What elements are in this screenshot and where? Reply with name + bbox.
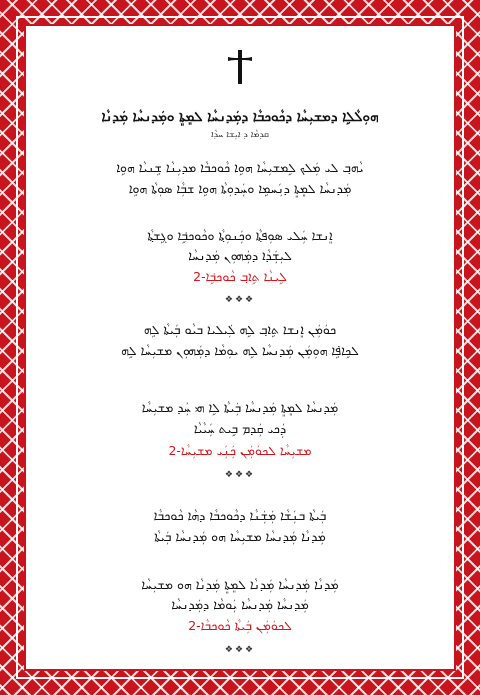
page-title: ܗܘܼܠܵܠܹܐ ܕܡܫܝܼܚܵܐ ܕܟܵܘܟܒܵܐ ܕܡܲܕܢܚܵܐ ܠܡܸܬܸܐ ܘܡܲܕܢܚܵܐ ܡܲܕܢܵܐ	[101, 109, 379, 125]
stanza-4-line-1: ܡܲܕܢܚܵܐ ܠܡܸܬܸܐ ܡܲܕܢܚܵܐ ܒܲܝܬܵܐ ܠܹܐ ܗܝ ܚܲܕ ܡܫܝܼܚܵܐ	[141, 400, 339, 415]
stanza-5-line-1: ܒܲܝܬܵܐ ܒܢܲܫܵܐ ܡܲܫܲܢܵܐ ܕܟܵܘܟܒܵܐ ܕܗܵܐ ܟܵܘܟܒܵܐ	[153, 508, 327, 523]
stanza-1-line-1: ܝܵܗܒ݂ ܠܝ ܡܲܠܟ ܠܹܡܫܝܼܚܵܐ ܗܘܹܐ ܟܵܘܟܒܵܐ ܡܕܝܼܢܵܐ ܫܹܢܝܵܐ ܗܘܹܐ	[116, 160, 364, 175]
stanza-5-line-2: ܡܲܕܢܵܐ ܡܲܕܢܚܵܐ ܡܫܝܼܚܵܐ ܗܘ ܡܲܕܢܚܵܐ ܒܲܝܬܵܐ	[154, 529, 326, 544]
separator-2: ❖❖❖	[224, 470, 256, 480]
cross-icon	[228, 50, 252, 84]
page-subtitle: ܩܕܡܵܐ ܕ ܐܝܼܫܐ ܚܕܵܐ	[211, 130, 269, 140]
stanza-3-line-2: ܠܟܹܐܦܹ݁ܐ ܗܘܼܡܲܢ ܡܲܕܢܚܵܐ ܠܹܗ ܝܘܼܡܵܐ ܕܡܲܗܘܼܢ ܡܫܝܼܚܵܐ ܠܹܗ	[121, 343, 359, 358]
separator-1: ❖❖❖	[224, 295, 256, 305]
stanza-6-line-2: ܡܲܕܢܚܵܐ ܡܲܕܢܚܵܐ ܝܲܘܡܵܐ ܕܡܲܕܢܚܵܐ	[171, 597, 309, 612]
stanza-2-line-2: ܠܝܼܫܲܕܵܐ ܕܡܲܗܘܼܢ ܡܲܕܢܚܵܐ	[188, 248, 292, 263]
stanza-3-line-1: ܟܘܿܡܲܢ ܐܸܢܫܐ ܬܹܐܒ݂ ܠܹܗ ܠܲܝܠܝܐ ܒܝܵܘ ܒܲܝܬܵܐ ܠܹܗ	[143, 322, 337, 337]
stanza-4-line-2: ܕܲܟܝ ܩܲܕܡ ܒܹܝܬ ܚܲܝܵܝܵܐ	[193, 421, 287, 436]
stanza-6-line-1: ܡܲܕܢܵܐ ܡܲܕܢܚܵܐ ܡܲܕܢܵܐ ܠܡܸܬܸܐ ܡܲܕܢܵܐ ܗܘ ܡܫܝܼܚܵܐ	[141, 577, 339, 592]
separator-3: ❖❖❖	[224, 645, 256, 655]
content-panel	[24, 24, 456, 671]
stanza-1-line-2: ܡܲܕܢܚܵܐ ܠܡܸܬܸܐ ܕܢܲܚܡܹܐ ܘܚܲܕܘܼܬܵܐ ܗܘܹܐ ܫܒܼܵܐ ܣܘܼܬܵܐ ܗܘܹܐ	[128, 181, 352, 196]
stanza-2-line-1: ܐܸܢܫܐ ܚܲܠܝ ܣܘܼܦܬ݂ܵܐ ܘܟܲܢܘܼܬ݂ܵܐ ܘܟܵܘܟܒܹ݁ܐ ܘܓܹܫܬ݂ܵܐ	[147, 228, 333, 243]
stanza-6-refrain: ܠܟܘܿܡܲܢ ܒܲܝܬܵܐ ܟܵܘܟܒܵܐ-2	[188, 618, 292, 633]
stanza-2-refrain: ܠܹܝܢܵܐ ܬܹܐܒ݂ ܟܵܘܟܒܹ݁ܐ-2	[193, 269, 287, 284]
stanza-4-refrain: ܡܫܝܼܚܵܐ ܠܟܘܿܡܲܢ ܟܲܢܲܝ ܡܫܝܼܚܵܐ-2	[168, 443, 312, 458]
